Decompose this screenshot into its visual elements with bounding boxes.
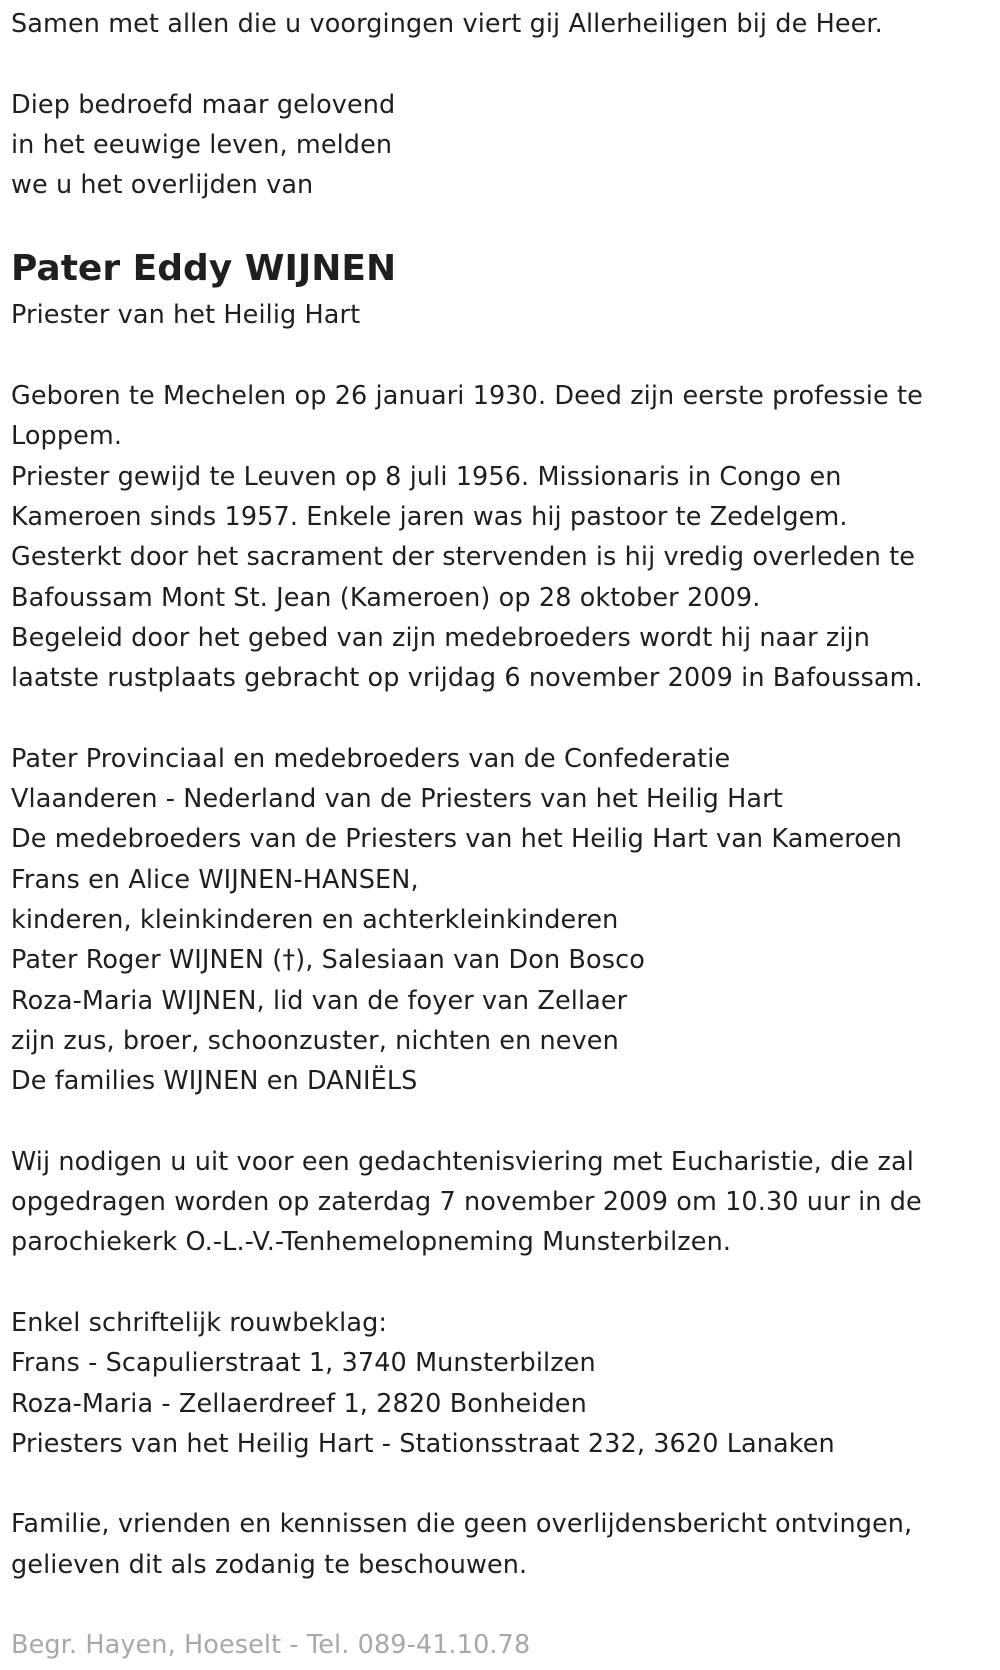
deceased-name: Pater Eddy WIJNEN	[11, 248, 397, 290]
service-block	[11, 1142, 991, 1263]
biography-line: Geboren te Mechelen op 26 januari 1930. Deed zijn eerste professie te	[11, 381, 923, 412]
condolences-address: Frans - Scapulierstraat 1, 3740 Munsterbilzen	[11, 1348, 596, 1379]
biography-line: laatste rustplaats gebracht op vrijdag 6 november 2009 in Bafoussam.	[11, 663, 923, 694]
condolences-address: Priesters van het Heilig Hart - Stationsstraat 232, 3620 Lanaken	[11, 1428, 835, 1459]
mourner-line: Pater Provinciaal en medebroeders van de Confederatie	[11, 743, 731, 774]
intro-text: Samen met allen die u voorgingen viert gij Allerheiligen bij de Heer.	[11, 9, 883, 39]
deceased-title: Priester van het Heilig Hart	[11, 300, 361, 331]
announcement-block	[11, 85, 991, 206]
closing-line: Familie, vrienden en kennissen die geen overlijdensbericht ontvingen,	[11, 1509, 913, 1540]
biography-line: Bafoussam Mont St. Jean (Kameroen) op 28 oktober 2009.	[11, 582, 761, 613]
announcement-line: in het eeuwige leven, melden	[11, 129, 393, 160]
service-line: Wij nodigen u uit voor een gedachtenisviering met Eucharistie, die zal	[11, 1146, 914, 1177]
mourner-line: De families WIJNEN en DANIËLS	[11, 1066, 418, 1097]
biography-line: Loppem.	[11, 421, 123, 452]
funeral-director-footer: Begr. Hayen, Hoeselt - Tel. 089-41.10.78	[11, 1630, 531, 1661]
service-line: parochiekerk O.-L.-V.-Tenhemelopneming Munsterbilzen.	[11, 1227, 732, 1258]
condolences-heading: Enkel schriftelijk rouwbeklag:	[11, 1307, 388, 1338]
mourner-line: De medebroeders van de Priesters van het Heilig Hart van Kameroen	[11, 824, 903, 855]
biography-line: Gesterkt door het sacrament der stervenden is hij vredig overleden te	[11, 542, 916, 573]
biography-block	[11, 376, 991, 698]
closing-block	[11, 1504, 991, 1585]
announcement-line: Diep bedroefd maar gelovend	[11, 89, 396, 120]
condolences-address: Roza-Maria - Zellaerdreef 1, 2820 Bonheiden	[11, 1388, 587, 1419]
mourners-block	[11, 739, 991, 1102]
condolences-block	[11, 1303, 991, 1464]
mourner-line: kinderen, kleinkinderen en achterkleinkinderen	[11, 904, 619, 935]
mourner-line: zijn zus, broer, schoonzuster, nichten en neven	[11, 1025, 619, 1056]
closing-line: gelieven dit als zodanig te beschouwen.	[11, 1549, 528, 1580]
biography-line: Priester gewijd te Leuven op 8 juli 1956. Missionaris in Congo en	[11, 461, 842, 492]
mourner-line: Vlaanderen - Nederland van de Priesters van het Heilig Hart	[11, 784, 783, 815]
biography-line: Kameroen sinds 1957. Enkele jaren was hij pastoor te Zedelgem.	[11, 501, 848, 532]
service-line: opgedragen worden op zaterdag 7 november 2009 om 10.30 uur in de	[11, 1187, 922, 1218]
announcement-line: we u het overlijden van	[11, 170, 314, 201]
biography-line: Begeleid door het gebed van zijn medebroeders wordt hij naar zijn	[11, 622, 870, 653]
obituary-notice	[11, 4, 991, 1666]
mourner-line: Roza-Maria WIJNEN, lid van de foyer van Zellaer	[11, 985, 628, 1016]
mourner-line: Pater Roger WIJNEN (†), Salesiaan van Don Bosco	[11, 945, 645, 976]
mourner-line: Frans en Alice WIJNEN-HANSEN,	[11, 864, 419, 895]
